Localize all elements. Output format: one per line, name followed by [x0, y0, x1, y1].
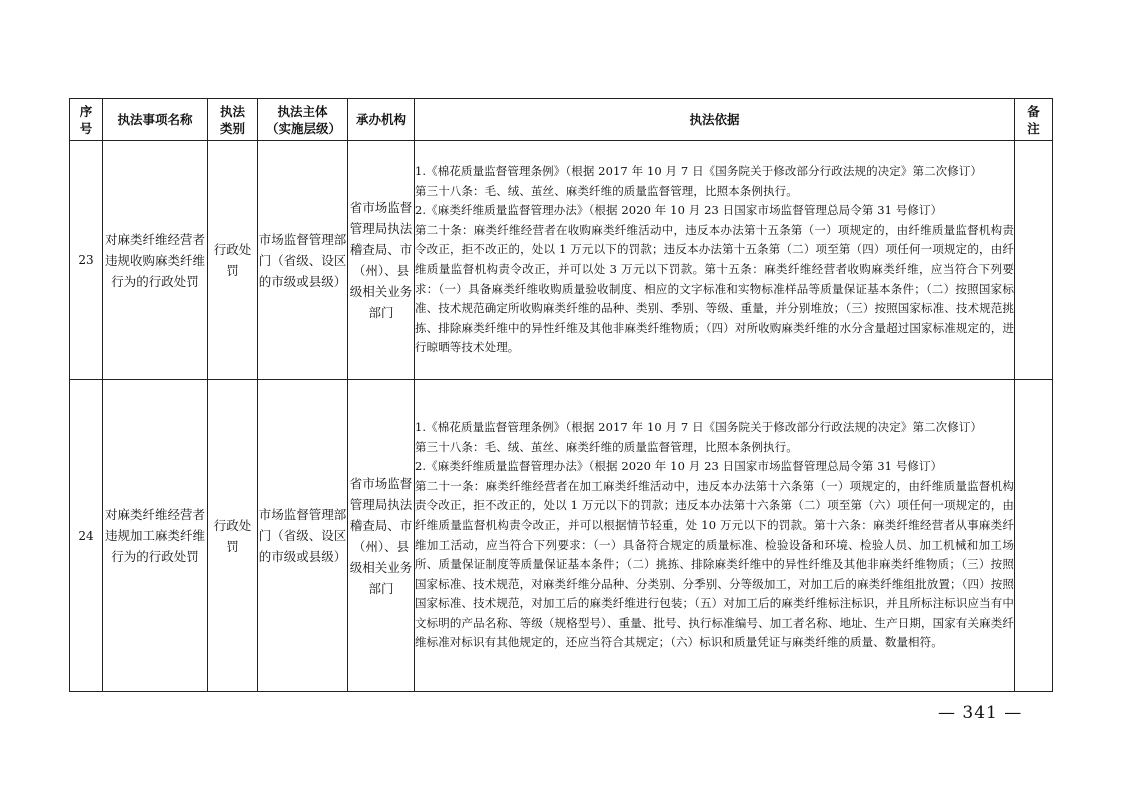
row-subject: 市场监督管理部门（省级、设区的市级或县级） [258, 141, 348, 380]
row-type: 行政处罚 [208, 141, 258, 380]
row-basis [415, 380, 1015, 692]
header-seq: 序号 [70, 99, 103, 141]
basis-paragraph: 第二十一条：麻类纤维经营者在加工麻类纤维活动中，违反本办法第十六条第（一）项规定的，由纤维质量监督机构责令改正，拒不改正的，处以 1 万元以下的罚款；违反本办法第十六条第（二）项至第（六）项任何一项规定的，由纤维质量监督机构责令改正，并可以根据情节轻重，处 10 万元以下的罚款。第十六条：麻类纤维经营者从事麻类纤维加工活动，应当符合下列要求：（一）具备符合规定的质量标准、检验设备和环境、检验人员、加工机械和加工场所、质量保证制度等质量保证基本条件；（二）挑拣、排除麻类纤维中的异性纤维及其他非麻类纤维物质；（三）按照国家标准、技术规范，对麻类纤维分品种、分类别、分季别、分等级加工，对加工后的麻类纤维组批放置；（四）按照国家标准、技术规范，对加工后的麻类纤维进行包装；（五）对加工后的麻类纤维标注标识，并且所标注标识应当有中文标明的产品名称、等级（规格型号）、重量、批号、执行标准编号、加工者名称、地址、生产日期，国家有关麻类纤维标准对标识有其他规定的，还应当符合其规定；（六）标识和质量凭证与麻类纤维的质量、数量相符。 [415, 478, 1014, 650]
table-row [70, 380, 1053, 692]
header-remark: 备注 [1015, 99, 1053, 141]
header-subject: 执法主体（实施层级） [258, 99, 348, 141]
row-subject: 市场监督管理部门（省级、设区的市级或县级） [258, 380, 348, 692]
row-seq: 24 [70, 380, 103, 692]
header-row [70, 99, 1053, 141]
basis-paragraph: 第三十八条：毛、绒、茧丝、麻类纤维的质量监督管理，比照本条例执行。 [415, 439, 798, 454]
basis-paragraph: 第二十条：麻类纤维经营者在收购麻类纤维活动中，违反本办法第十五条第（一）项规定的，由纤维质量监督机构责令改正，拒不改正的，处以 1 万元以下的罚款；违反本办法第十五条第（二）项至第（四）项任何一项规定的，由纤维质量监督机构责令改正，并可以处 3 万元以下罚款。第十五条：麻类纤维经营者收购麻类纤维，应当符合下列要求：（一）具备麻类纤维收购质量验收制度、相应的文字标准和实物标准样品等质量保证基本条件；（二）按照国家标准、技术规范确定所收购麻类纤维的品种、类别、季别、等级、重量，并分别堆放；（三）按照国家标准、技术规范挑拣、排除麻类纤维中的异性纤维及其他非麻类纤维物质；（四）对所收购麻类纤维的水分含量超过国家标准规定的，进行晾晒等技术处理。 [415, 222, 1014, 355]
basis-paragraph: 2.《麻类纤维质量监督管理办法》（根据 2020 年 10 月 23 日国家市场监督管理总局令第 31 号修订） [415, 203, 943, 218]
row-item-name: 对麻类纤维经营者违规加工麻类纤维行为的行政处罚 [103, 380, 208, 692]
row-remark [1015, 380, 1053, 692]
law-enforcement-table [69, 98, 1053, 692]
basis-paragraph: 第三十八条：毛、绒、茧丝、麻类纤维的质量监督管理，比照本条例执行。 [415, 183, 798, 198]
row-org: 省市场监督管理局执法稽查局、市（州）、县级相关业务部门 [348, 380, 415, 692]
row-remark [1015, 141, 1053, 380]
row-seq: 23 [70, 141, 103, 380]
table-body [70, 141, 1053, 692]
table-row [70, 141, 1053, 380]
row-item-name: 对麻类纤维经营者违规收购麻类纤维行为的行政处罚 [103, 141, 208, 380]
table-header [70, 99, 1053, 141]
header-name: 执法事项名称 [103, 99, 208, 141]
header-org: 承办机构 [348, 99, 415, 141]
basis-paragraph: 1.《棉花质量监督管理条例》（根据 2017 年 10 月 7 日《国务院关于修改部分行政法规的决定》第二次修订） [415, 419, 983, 434]
row-basis [415, 141, 1015, 380]
header-type: 执法类别 [208, 99, 258, 141]
basis-paragraph: 2.《麻类纤维质量监督管理办法》（根据 2020 年 10 月 23 日国家市场监督管理总局令第 31 号修订） [415, 459, 943, 474]
basis-paragraph: 1.《棉花质量监督管理条例》（根据 2017 年 10 月 7 日《国务院关于修改部分行政法规的决定》第二次修订） [415, 164, 983, 179]
row-type: 行政处罚 [208, 380, 258, 692]
header-basis: 执法依据 [415, 99, 1015, 141]
page-number: — 341 — [938, 703, 1023, 723]
row-org: 省市场监督管理局执法稽查局、市（州）、县级相关业务部门 [348, 141, 415, 380]
